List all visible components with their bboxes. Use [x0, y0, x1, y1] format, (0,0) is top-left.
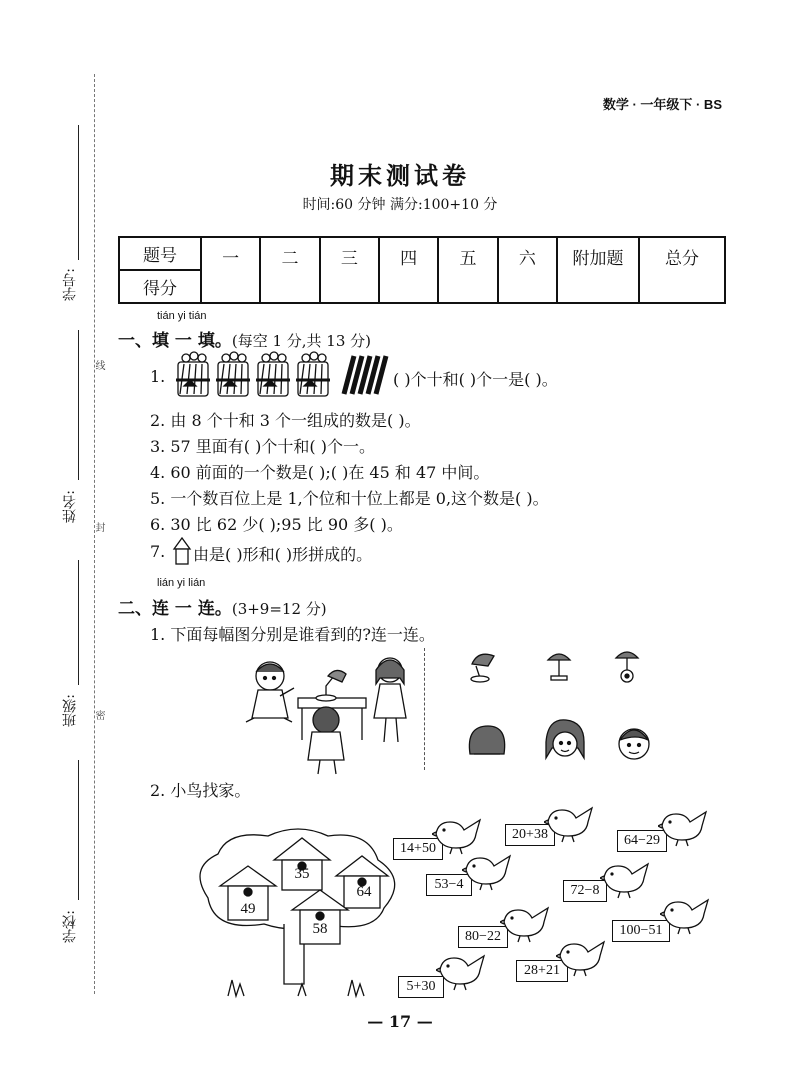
- bird-icon: [660, 896, 712, 938]
- question-7-text: 由是( )形和( )形拼成的。: [193, 545, 373, 564]
- bird-sum-20-38: 20+38: [505, 824, 555, 846]
- bird-diff-72-8: 72−8: [563, 880, 607, 902]
- bird-diff-100-51: 100−51: [612, 920, 670, 942]
- section2-pinyin: lián yi lián: [157, 577, 206, 589]
- score-col-5: 五: [438, 237, 497, 303]
- page-title: 期末测试卷: [330, 161, 470, 190]
- bird-sum-14-50: 14+50: [393, 838, 443, 860]
- bird-sum-5-30: 5+30: [398, 976, 444, 998]
- lamp-front-view-icon: [544, 648, 574, 684]
- page-number: — 17 —: [367, 1012, 433, 1031]
- bird-icon: [600, 860, 652, 902]
- student-id-label: 学号:: [62, 268, 78, 301]
- cut-mark-secret: 密: [93, 710, 104, 720]
- bird-icon: [462, 852, 514, 894]
- question-2: 2. 由 8 个十和 3 个一组成的数是( )。: [150, 411, 421, 430]
- tree-with-birdhouses-illustration: [188, 828, 408, 1000]
- score-row-label: 得分: [119, 270, 201, 303]
- back-of-head-icon: [464, 720, 508, 764]
- bundles-of-sticks-illustration: [168, 350, 394, 400]
- student-id-line: [78, 125, 79, 260]
- class-line: [78, 560, 79, 685]
- cut-mark-seal: 封: [93, 522, 104, 532]
- bird-icon: [436, 952, 488, 994]
- lamp-top-view-icon: [612, 646, 642, 686]
- section1-pinyin: tián yi tián: [157, 310, 207, 322]
- house-number-49: 49: [240, 901, 256, 917]
- bird-diff-80-22: 80−22: [458, 926, 508, 948]
- bird-diff-64-29: 64−29: [617, 830, 667, 852]
- house-number-35: 35: [294, 866, 310, 882]
- divider-dashed: [424, 648, 425, 770]
- question-1-text: ( )个十和( )个一是( )。: [393, 370, 558, 389]
- bird-icon: [544, 804, 596, 846]
- bird-icon: [556, 938, 608, 980]
- score-table: [118, 236, 726, 304]
- house-number-58: 58: [312, 921, 328, 937]
- cut-mark-line: 线: [93, 360, 104, 370]
- bird-icon: [658, 808, 710, 850]
- lamp-side-view-icon: [464, 648, 504, 684]
- binding-dashed-line: [94, 74, 95, 994]
- question-4: 4. 60 前面的一个数是( );( )在 45 和 47 中间。: [150, 463, 490, 482]
- section2-title: 二、连 一 连: [118, 599, 215, 619]
- name-label: 姓名:: [62, 490, 78, 523]
- score-col-total: 总分: [639, 237, 725, 303]
- section2-heading: 二、连 一 连。(3+9=12 分): [118, 599, 327, 619]
- question-5: 5. 一个数百位上是 1,个位和十位上都是 0,这个数是( )。: [150, 489, 549, 508]
- section1-title: 一、填 一 填: [118, 331, 215, 351]
- score-col-3: 三: [320, 237, 379, 303]
- girl-face-icon: [540, 716, 588, 766]
- score-header-cell: 题号: [119, 237, 201, 270]
- school-line: [78, 760, 79, 900]
- children-viewing-lamp-illustration: [240, 648, 410, 776]
- score-col-4: 四: [379, 237, 438, 303]
- book-tag: 数学 · 一年级下 · BS: [602, 97, 722, 112]
- bird-sum-28-21: 28+21: [516, 960, 568, 982]
- score-col-bonus: 附加题: [557, 237, 639, 303]
- triangle-on-rectangle-icon: [172, 536, 192, 566]
- question-1-number: 1.: [150, 367, 166, 386]
- section2-note: (3+9=12 分): [231, 600, 327, 618]
- section2-question-1: 1. 下面每幅图分别是谁看到的?连一连。: [150, 625, 435, 644]
- question-7-number: 7.: [150, 542, 166, 561]
- score-col-2: 二: [260, 237, 319, 303]
- section1-note: (每空 1 分,共 13 分): [231, 332, 372, 350]
- house-number-64: 64: [356, 884, 372, 900]
- score-col-1: 一: [201, 237, 260, 303]
- class-label: 班级:: [62, 694, 78, 727]
- question-3: 3. 57 里面有( )个十和( )个一。: [150, 437, 375, 456]
- score-col-6: 六: [498, 237, 557, 303]
- section1-heading: 一、填 一 填。(每空 1 分,共 13 分): [118, 331, 372, 351]
- bird-icon: [500, 904, 552, 946]
- boy-face-icon: [612, 720, 656, 764]
- school-label: 学校:: [62, 910, 78, 943]
- exam-info: 时间:60 分钟 满分:100+10 分: [302, 197, 498, 213]
- section2-question-2: 2. 小鸟找家。: [150, 781, 251, 800]
- question-6: 6. 30 比 62 少( );95 比 90 多( )。: [150, 515, 403, 534]
- name-line: [78, 330, 79, 480]
- bird-diff-53-4: 53−4: [426, 874, 472, 896]
